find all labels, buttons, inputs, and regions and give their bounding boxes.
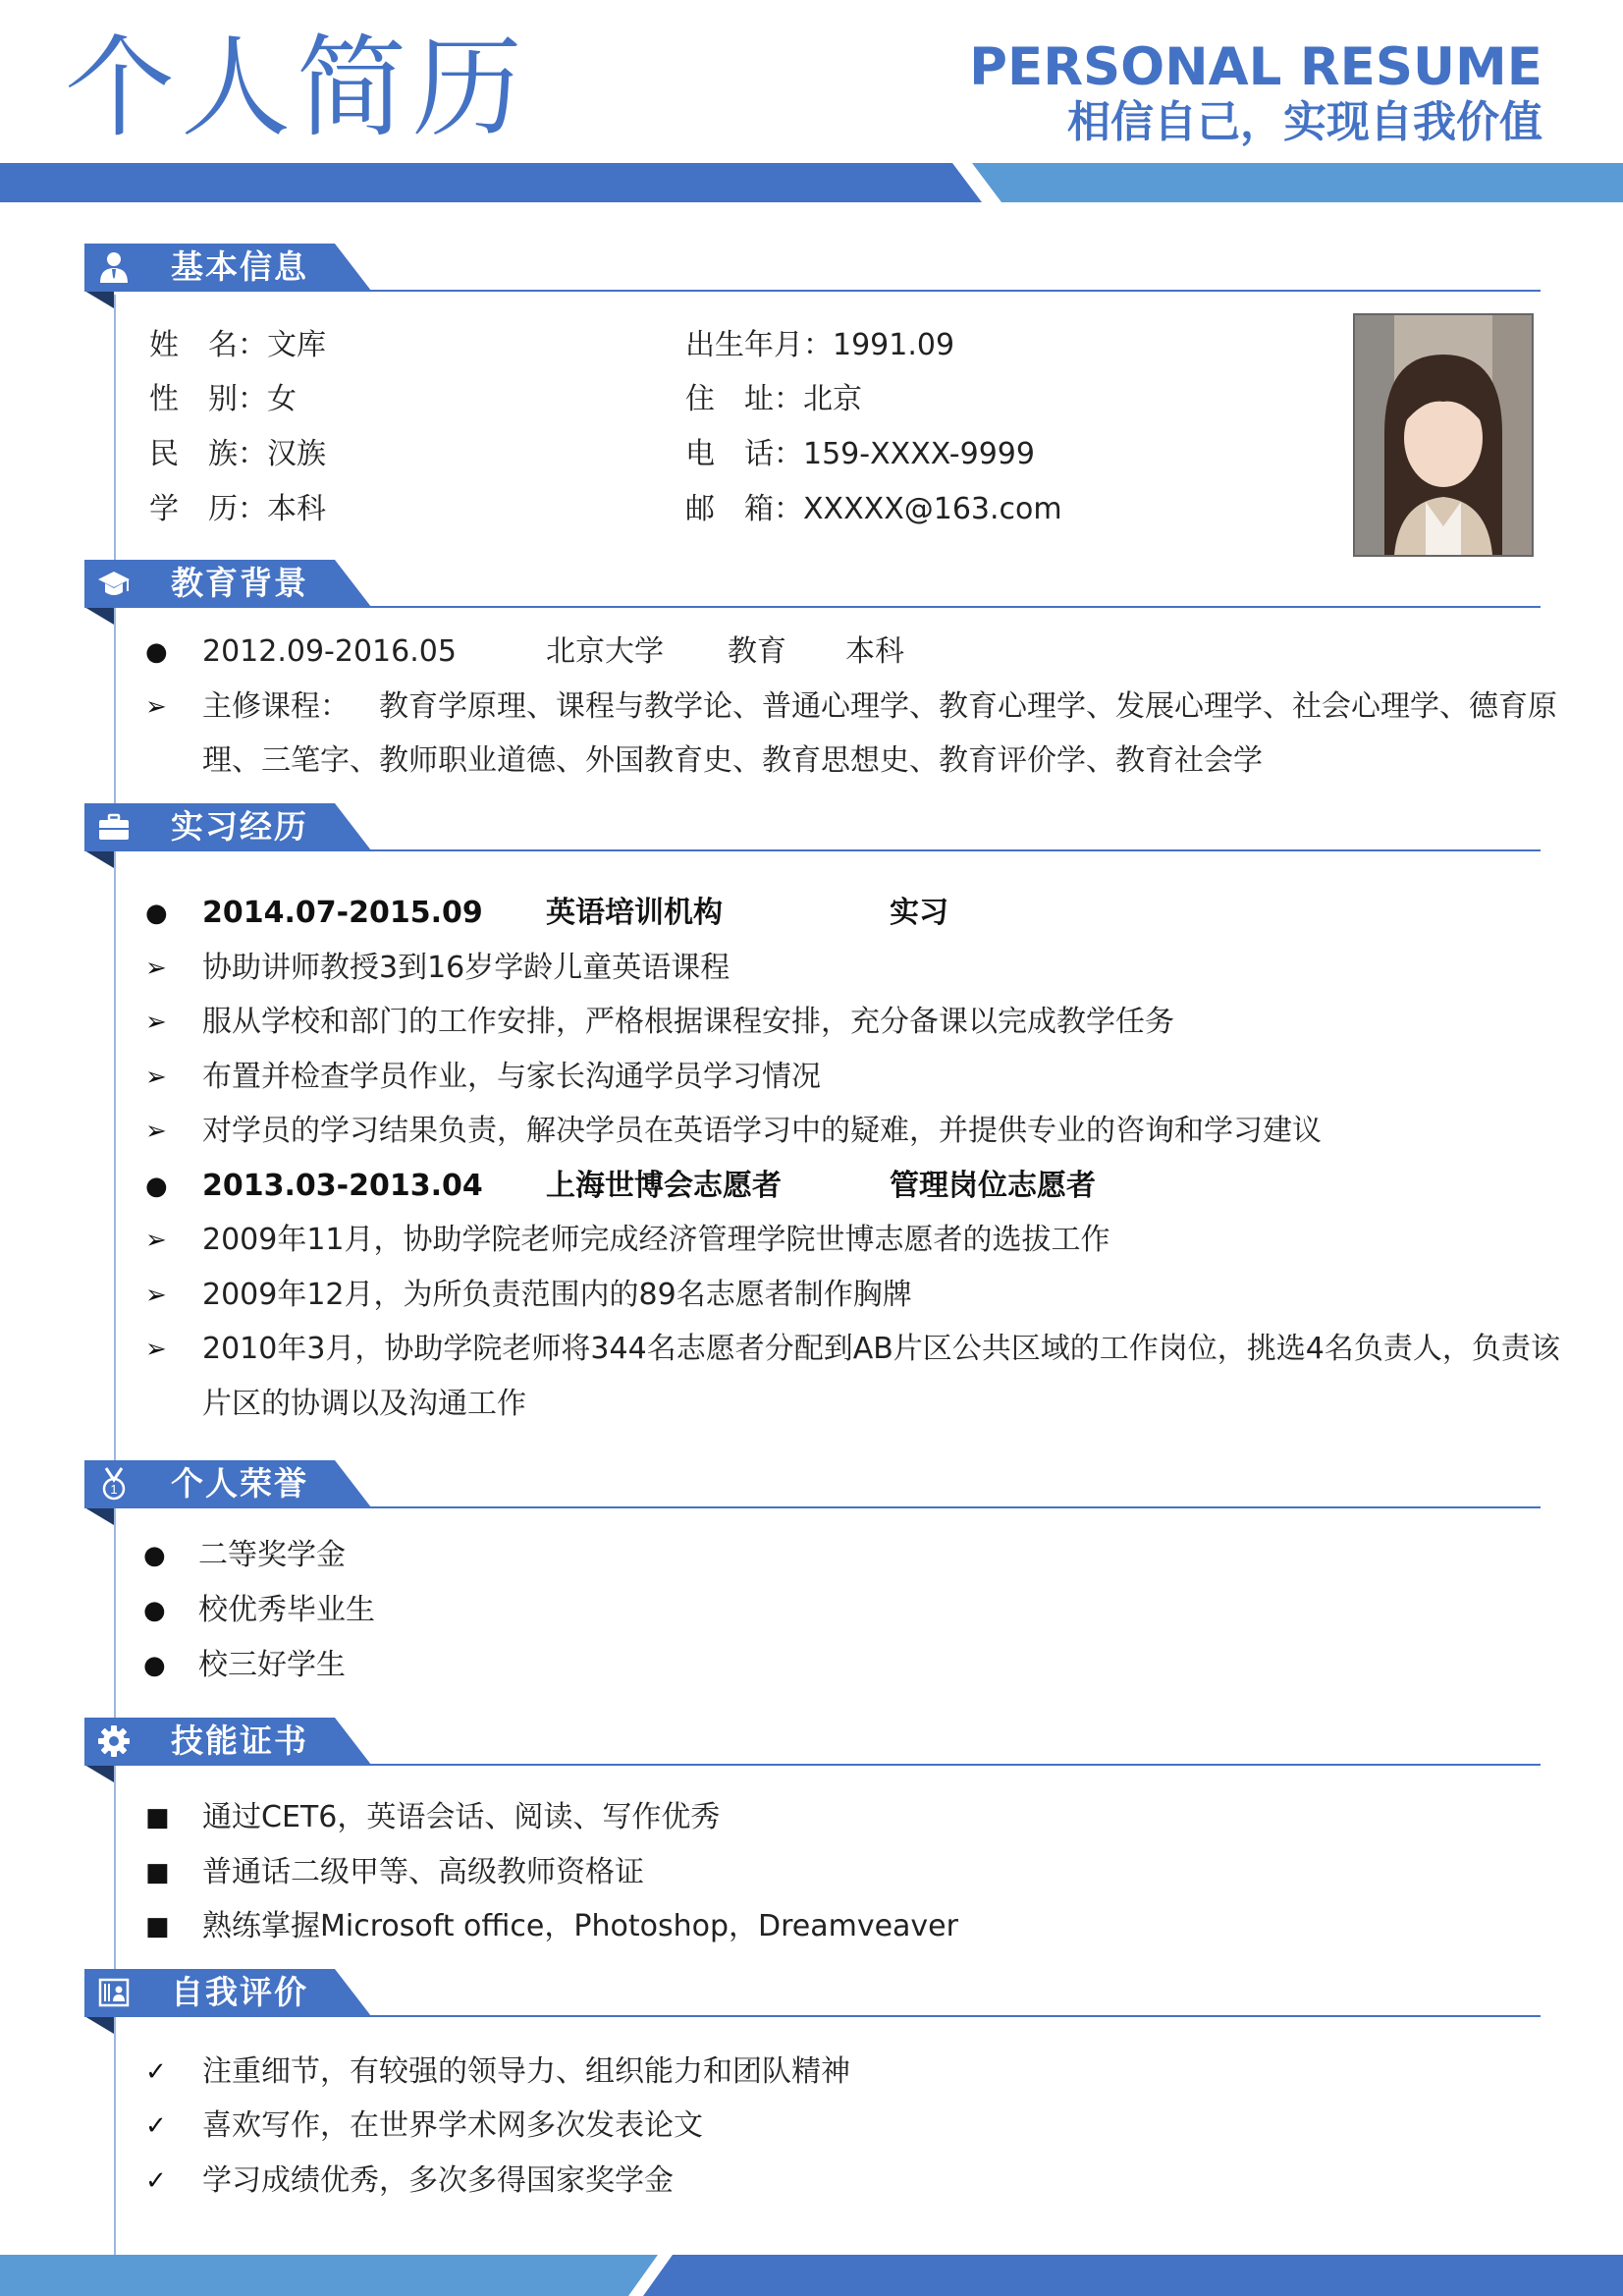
info-education: [149, 490, 326, 529]
section-title: 技能证书: [171, 1722, 308, 1760]
info-phone: [685, 435, 1035, 474]
job-period: 2014.07-2015.09: [202, 896, 483, 930]
job-item: 2009年12月，为所负责范围内的89名志愿者制作胸牌: [202, 1278, 912, 1312]
bullet-arrow: ➢: [145, 1008, 167, 1037]
info-value: 汉族: [267, 437, 326, 471]
bullet-arrow: ➢: [145, 1063, 167, 1092]
info-label: 学 历：: [149, 492, 267, 526]
job-role: 实习: [890, 896, 948, 930]
job-org: 英语培训机构: [546, 896, 723, 930]
bullet-dot: ●: [145, 899, 168, 928]
section-basic-info: [84, 244, 1541, 306]
eval-item: 喜欢写作，在世界学术网多次发表论文: [202, 2108, 703, 2143]
briefcase-icon: [96, 809, 132, 845]
section-title: 基本信息: [171, 247, 308, 286]
section-title: 自我评价: [171, 1973, 308, 2011]
info-value: 女: [267, 382, 297, 416]
info-email: [685, 490, 1062, 529]
gear-icon: [96, 1723, 132, 1759]
info-value: 北京: [803, 382, 862, 416]
job-org: 上海世博会志愿者: [546, 1169, 782, 1203]
bullet-dot: ●: [143, 1651, 166, 1680]
job-item: 片区的协调以及沟通工作: [202, 1387, 526, 1421]
bullet-dot: ●: [143, 1596, 166, 1625]
info-label: 住 址：: [685, 382, 803, 416]
bullet-arrow: ➢: [145, 692, 167, 722]
info-label: 性 别：: [149, 382, 267, 416]
info-label: 电 话：: [685, 437, 803, 471]
bullet-dot: ●: [145, 637, 168, 667]
job-item: 协助讲师教授3到16岁学龄儿童英语课程: [202, 951, 730, 985]
profile-photo: [1353, 313, 1534, 557]
bullet-dot: ●: [143, 1541, 166, 1570]
eval-item: 学习成绩优秀，多次多得国家奖学金: [202, 2163, 674, 2198]
courses-label: 主修课程：: [202, 689, 350, 724]
courses-line: 教育学原理、课程与教学论、普通心理学、教育心理学、发展心理学、社会心理学、德育原: [379, 689, 1557, 724]
info-birth: [685, 326, 954, 365]
job-item: 布置并检查学员作业，与家长沟通学员学习情况: [202, 1060, 821, 1094]
info-name: [149, 326, 326, 365]
section-self-eval: [84, 1969, 1541, 2032]
info-value: 本科: [267, 492, 326, 526]
info-value: 1991.09: [833, 328, 955, 362]
person-icon: [96, 249, 132, 285]
skill-item: 熟练掌握Microsoft office，Photoshop，Dreamveaver: [202, 1909, 958, 1943]
info-value: 159-XXXX-9999: [803, 437, 1035, 471]
english-title: PERSONAL RESUME: [969, 37, 1542, 97]
bullet-check: ✓: [145, 2057, 167, 2087]
info-value: 文库: [267, 328, 326, 362]
eval-item: 注重细节，有较强的领导力、组织能力和团队精神: [202, 2054, 850, 2089]
bullet-dot: ●: [145, 1172, 168, 1201]
job-item: 对学员的学习结果负责，解决学员在英语学习中的疑难，并提供专业的咨询和学习建议: [202, 1114, 1322, 1148]
svg-text:1: 1: [110, 1482, 118, 1497]
bullet-square: ■: [145, 1803, 170, 1832]
bullet-arrow: ➢: [145, 1226, 167, 1255]
honor-item: 二等奖学金: [198, 1538, 346, 1572]
profile-card-icon: [96, 1975, 132, 2010]
info-label: 邮 箱：: [685, 492, 803, 526]
job-item: 2010年3月，协助学院老师将344名志愿者分配到AB片区公共区域的工作岗位，挑选4名负责人，负责该: [202, 1332, 1560, 1366]
slogan: 相信自己，实现自我价值: [1067, 97, 1542, 147]
page-title: 个人简历: [65, 25, 528, 152]
job-item: 服从学校和部门的工作安排，严格根据课程安排，充分备课以完成教学任务: [202, 1005, 1174, 1039]
info-label: 民 族：: [149, 437, 267, 471]
section-education: [84, 560, 1541, 623]
edu-degree: 本科: [845, 634, 904, 669]
bullet-arrow: ➢: [145, 1335, 167, 1364]
edu-major: 教育: [728, 634, 786, 669]
medal-icon: [96, 1466, 132, 1502]
bullet-check: ✓: [145, 2111, 167, 2141]
bullet-check: ✓: [145, 2166, 167, 2196]
footer-band-right: [643, 2255, 1623, 2296]
honor-item: 校三好学生: [198, 1648, 346, 1682]
info-label: 姓 名：: [149, 328, 267, 362]
section-title: 实习经历: [171, 807, 308, 846]
job-item: 2009年11月，协助学院老师完成经济管理学院世博志愿者的选拔工作: [202, 1223, 1110, 1257]
job-role: 管理岗位志愿者: [890, 1169, 1096, 1203]
skill-item: 通过CET6，英语会话、阅读、写作优秀: [202, 1800, 721, 1834]
bullet-square: ■: [145, 1912, 170, 1941]
info-label: 出生年月：: [685, 328, 833, 362]
section-internship: [84, 803, 1541, 866]
bullet-arrow: ➢: [145, 1117, 167, 1146]
info-gender: [149, 380, 297, 419]
header-band-left: [0, 163, 982, 202]
graduation-cap-icon: [96, 566, 132, 601]
info-address: [685, 380, 862, 419]
honor-item: 校优秀毕业生: [198, 1593, 375, 1627]
section-title: 教育背景: [171, 564, 308, 602]
edu-period: 2012.09-2016.05: [202, 634, 457, 669]
info-value: XXXXX@163.com: [803, 492, 1062, 526]
info-ethnicity: [149, 435, 326, 474]
job-period: 2013.03-2013.04: [202, 1169, 483, 1203]
edu-school: 北京大学: [546, 634, 664, 669]
header-band-right: [972, 163, 1623, 202]
courses-line: 理、三笔字、教师职业道德、外国教育史、教育思想史、教育评价学、教育社会学: [202, 743, 1263, 778]
section-skills: [84, 1718, 1541, 1780]
bullet-arrow: ➢: [145, 1281, 167, 1310]
bullet-square: ■: [145, 1858, 170, 1887]
skill-item: 普通话二级甲等、高级教师资格证: [202, 1855, 644, 1889]
bullet-arrow: ➢: [145, 954, 167, 983]
footer-band-left: [0, 2255, 658, 2296]
section-honors: [84, 1460, 1541, 1523]
section-title: 个人荣誉: [171, 1464, 308, 1503]
